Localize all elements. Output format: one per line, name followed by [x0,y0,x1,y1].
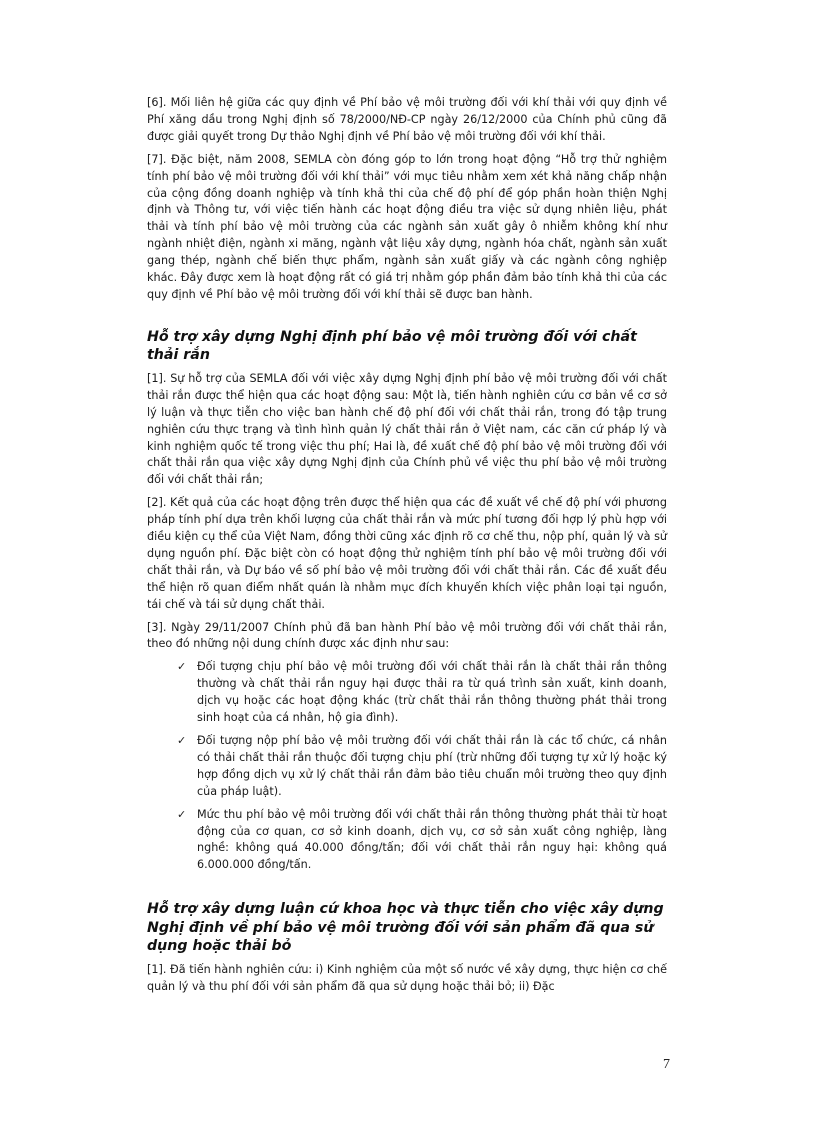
list-item [177,659,667,727]
paragraph-7: [7]. Đặc biệt, năm 2008, SEMLA còn đóng góp to lớn trong hoạt động “Hỗ trợ thử nghiệm tính phí bảo vệ môi trường đối với khí thải” với mục tiêu nhằm xem xét khả năng chấp nhận của cộng đồng doanh nghiệp và tính khả thi của chế độ phí để góp phần hoàn thiện Nghị định và Thông tư, với việc tiến hành các hoạt động điều tra việc sử dụng nhiên liệu, phát thải và tính phí bảo vệ môi trường của các ngành sản xuất gây ô nhiễm không khí như ngành nhiệt điện, ngành xi măng, ngành vật liệu xây dựng, ngành hóa chất, ngành sản xuất gang thép, ngành chế biến thực phẩm, ngành sản xuất giấy và các ngành công nghiệp khác. Đây được xem là hoạt động rất có giá trị nhằm góp phần đảm bảo tính khả thi của các quy định về Phí bảo vệ môi trường đối với khí thải sẽ được ban hành. [147,152,667,301]
paragraph-6: [6]. Mối liên hệ giữa các quy định về Phí bảo vệ môi trường đối với khí thải với quy định về Phí xăng dầu trong Nghị định số 78/2000/NĐ-CP ngày 26/12/2000 của Chính phủ cũng đã được giải quyết trong Dự thảo Nghị định về Phí bảo vệ môi trường đối với khí thải. [147,96,667,143]
list-item-text: Đối tượng chịu phí bảo vệ môi trường đối với chất thải rắn là chất thải rắn thông thường và chất thải rắn nguy hại được thải ra từ quá trình sản xuất, kinh doanh, dịch vụ hoặc các hoạt động khác (trừ chất thải rắn thông thường phát thải trong sinh hoạt của cá nhân, hộ gia đình). [197,660,667,725]
page-number: 7 [663,1057,670,1072]
checkmark-icon: ✓ [177,660,187,674]
list-item-text: Mức thu phí bảo vệ môi trường đối với chất thải rắn thông thường phát thải từ hoạt động của cơ quan, cơ sở kinh doanh, dịch vụ, cơ sở sản xuất công nghiệp, làng nghề: không quá 40.000 đồng/tấn; đối với chất thải rắn nguy hại: không quá 6.000.000 đồng/tấn. [197,807,667,872]
list-item [177,733,667,801]
checkmark-icon: ✓ [177,807,187,821]
list-item-text: Đối tượng nộp phí bảo vệ môi trường đối với chất thải rắn là các tổ chức, cá nhân có thải chất thải rắn thuộc đối tượng chịu phí (trừ những đối tượng tự xử lý hoặc ký hợp đồng dịch vụ xử lý chất thải rắn đảm bảo tiêu chuẩn môi trường theo quy định của pháp luật). [197,734,667,798]
list-item [177,807,667,875]
paragraph-1: [1]. Sự hỗ trợ của SEMLA đối với việc xây dựng Nghị định phí bảo vệ môi trường đối với chất thải rắn được thể hiện qua các hoạt động sau: Một là, tiến hành nghiên cứu cơ bản về cơ sở lý luận và thực tiễn cho việc ban hành chế độ phí đối với chất thải rắn, trong đó tập trung nghiên cứu thực trạng và tình hình quản lý chất thải rắn ở Việt nam, các căn cứ pháp lý và kinh nghiệm quốc tế trong việc thu phí; Hai là, đề xuất chế độ phí bảo vệ môi trường đối với chất thải rắn qua việc xây dựng Nghị định của Chính phủ về việc thu phí bảo vệ môi trường đối với chất thải rắn; [147,371,667,487]
document-page [147,95,667,1002]
paragraph-3: [3]. Ngày 29/11/2007 Chính phủ đã ban hành Phí bảo vệ môi trường đối với chất thải rắn, theo đó những nội dung chính được xác định như sau: [147,620,667,651]
paragraph-2: [2]. Kết quả của các hoạt động trên được thể hiện qua các đề xuất về chế độ phí với phương pháp tính phí dựa trên khối lượng của chất thải rắn và mức phí tương đối hợp lý phù hợp với điều kiện cụ thể của Việt Nam, đồng thời cũng xác định rõ cơ chế thu, nộp phí, quản lý và sử dụng nguồn phí. Đặc biệt còn có hoạt động thử nghiệm tính phí bảo vệ môi trường đối với chất thải rắn, và Dự báo về số phí bảo vệ môi trường đối với chất thải rắn. Các đề xuất đều thể hiện rõ quan điểm nhất quán là nhằm mục đích khuyến khích việc phân loại tại nguồn, tái chế và tái sử dụng chất thải. [147,496,667,611]
checkmark-icon: ✓ [177,734,187,747]
section-heading-used-products: Hỗ trợ xây dựng luận cứ khoa học và thực tiễn cho việc xây dựng Nghị định về phí bảo vệ môi trường đối với sản phẩm đã qua sử dụng hoặc thải bỏ [147,901,664,955]
section-heading-solid-waste: Hỗ trợ xây dựng Nghị định phí bảo vệ môi trường đối với chất thải rắn [147,328,637,364]
checklist [177,659,667,874]
paragraph-1-used-products: [1]. Đã tiến hành nghiên cứu: i) Kinh nghiệm của một số nước về xây dựng, thực hiện cơ chế quản lý và thu phí đối với sản phẩm đã qua sử dụng hoặc thải bỏ; ii) Đặc [147,962,667,993]
